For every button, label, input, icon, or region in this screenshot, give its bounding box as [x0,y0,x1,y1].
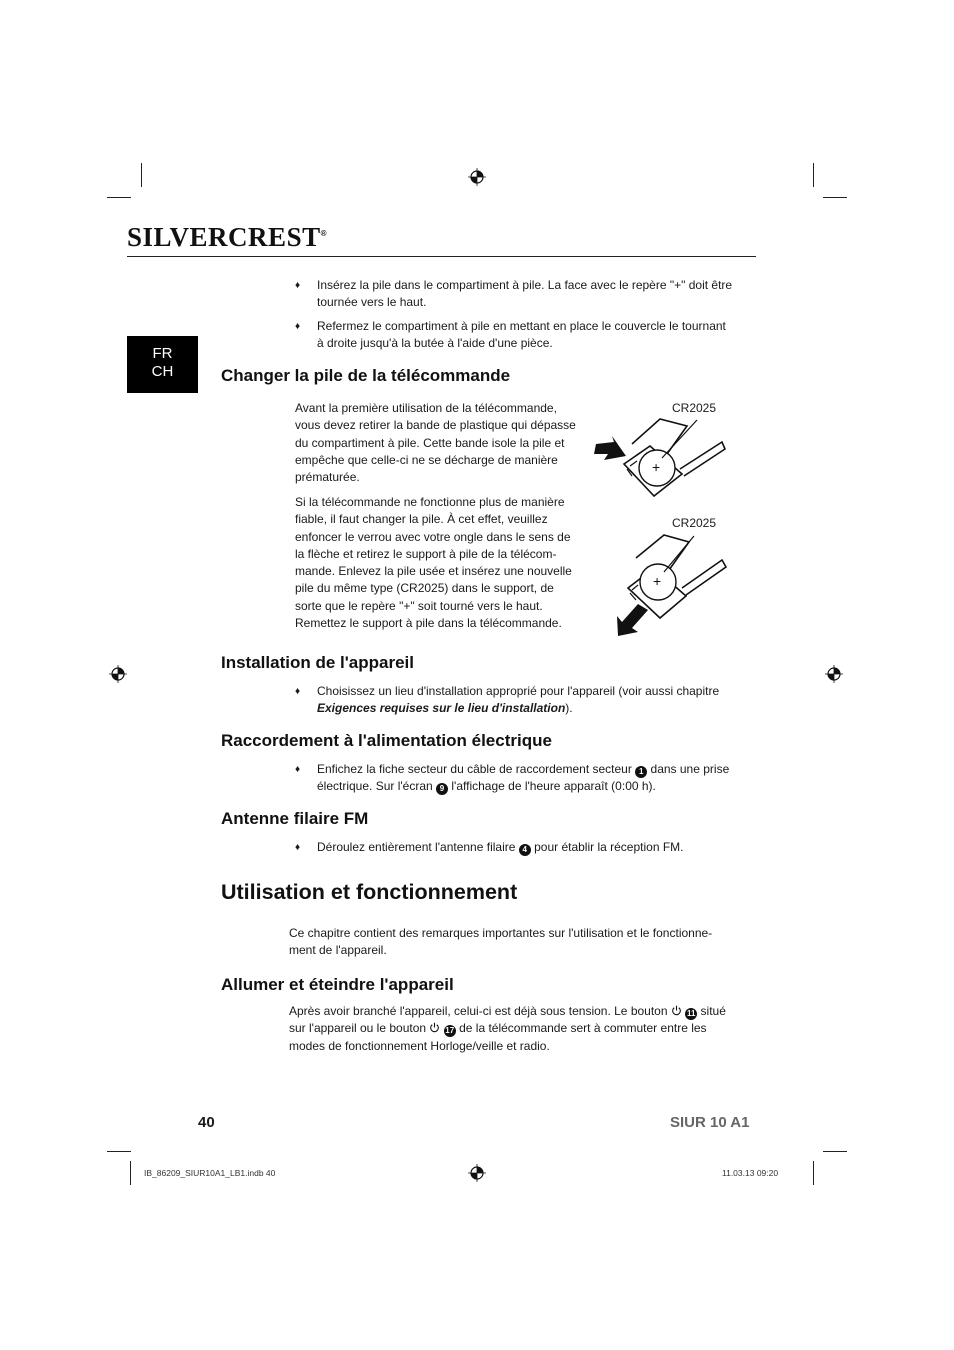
diamond-bullet-icon: ♦ [295,764,301,775]
text-span: dans une prise électrique. Sur l'écran [317,762,730,794]
section-heading-antenna: Antenne filaire FM [221,809,369,828]
text-span: Déroulez entièrement l'antenne filaire [317,840,516,854]
page-number: 40 [198,1114,215,1131]
pull-arrow-icon [617,604,648,636]
list-item [295,683,735,718]
text-span: ). [565,701,573,716]
section-heading-on-off: Allumer et éteindre l'appareil [221,975,454,994]
crop-mark [823,1151,847,1152]
diamond-bullet-icon: ♦ [295,321,301,332]
text-span: Choisissez un lieu d'installation approprié pour l'appareil (voir aussi chapitre [317,684,720,698]
chapter-heading-usage: Utilisation et fonctionnement [221,880,518,904]
text-span: Enfichez la fiche secteur du câble de raccordement secteur [317,762,632,776]
registered-mark: ® [320,229,327,238]
crop-mark [141,163,142,187]
diamond-bullet-icon: ♦ [295,280,301,291]
brand-logo [127,222,327,253]
brand-logo-text: SILVERCREST [127,222,321,252]
registration-mark-icon [109,665,127,683]
power-icon [429,1022,440,1033]
plus-sign: + [652,459,661,475]
language-tab [127,336,198,393]
crop-mark [107,1151,131,1152]
print-slug-file: IB_86209_SIUR10A1_LB1.indb 40 [144,1168,276,1178]
language-code-ch: CH [151,363,174,380]
list-item [295,761,735,796]
text-span: de la télécommande sert à commuter entre les modes de fonctionnement Horloge/veille et radio. [289,1021,707,1053]
text-span: situé sur l'appareil ou le bouton [289,1004,726,1036]
figure-label-battery-type: CR2025 [672,516,717,530]
diamond-bullet-icon: ♦ [295,686,301,697]
crop-mark [107,197,131,198]
item-reference-badge: 17 [445,1026,455,1036]
chapter-reference: Exigences requises sur le lieu d'installation [317,701,566,716]
section-heading-power-connection: Raccordement à l'alimentation électrique [221,731,552,750]
paragraph: Ce chapitre contient des remarques importantes sur l'utilisation et le fonctionne-ment de l'appareil. [289,926,713,958]
list-item-text [317,761,735,796]
print-slug-datetime: 11.03.13 09:20 [722,1168,779,1178]
registration-mark-icon [825,665,843,683]
section-heading-remote-battery: Changer la pile de la télécommande [221,366,511,385]
crop-mark [130,1161,131,1185]
crop-mark [813,1161,814,1185]
list-item-text [317,839,735,856]
plus-sign: + [653,573,662,589]
model-name: SIUR 10 A1 [670,1114,750,1131]
item-reference-badge: 1 [635,766,647,778]
battery-remove-illustration [614,530,734,638]
list-item-text [317,683,735,718]
list-item [295,318,735,353]
push-arrow-icon [594,436,626,460]
crop-mark [823,197,847,198]
diamond-bullet-icon: ♦ [295,842,301,853]
item-reference-badge: 9 [436,783,448,795]
paragraph [289,1003,729,1055]
list-item-text: Insérez la pile dans le compartiment à pile. La face avec le repère "+" doit être tournée vers le haut. [317,278,733,310]
registration-mark-icon [468,1164,486,1182]
item-reference-badge: 4 [519,844,531,856]
text-span: l'affichage de l'heure apparaît (0:00 h). [451,779,656,794]
section-heading-installation: Installation de l'appareil [221,653,414,672]
list-item [295,277,735,312]
language-code-fr: FR [152,345,173,362]
item-reference-badge: 11 [686,1009,696,1018]
list-item-text: Refermez le compartiment à pile en mettant en place le couvercle le tournant à droite jusqu'à la butée à l'aide d'une pièce. [317,319,726,351]
paragraph: Si la télécommande ne fonctionne plus de manière fiable, il faut changer la pile. À cet effet, veuillez enfoncer le verrou avec votre ongle dans le sens de la flèche et retirez le support à pile de la télécom-mande. Enlevez la pile usée et insérez une nouvelle pile du même type (CR2025) dans le support, de sorte que le repère "+" soit tourné vers le haut. Remettez le support à pile dans la télécommande. [295,495,572,631]
battery-insert-illustration [592,414,732,514]
text-span: pour établir la réception FM. [534,840,684,854]
figure-label-battery-type: CR2025 [672,401,717,415]
crop-mark [813,163,814,187]
list-item [295,839,735,856]
paragraph: Avant la première utilisation de la télécommande, vous devez retirer la bande de plastique qui dépasse du compartiment à pile. Cette bande isole la pile et empêche que celle-ci ne se décharge de manière prématurée. [295,401,576,485]
registration-mark-icon [468,168,486,186]
power-icon [671,1005,682,1016]
header-divider [127,256,756,257]
text-span: Après avoir branché l'appareil, celui-ci est déjà sous tension. Le bouton [289,1004,668,1018]
